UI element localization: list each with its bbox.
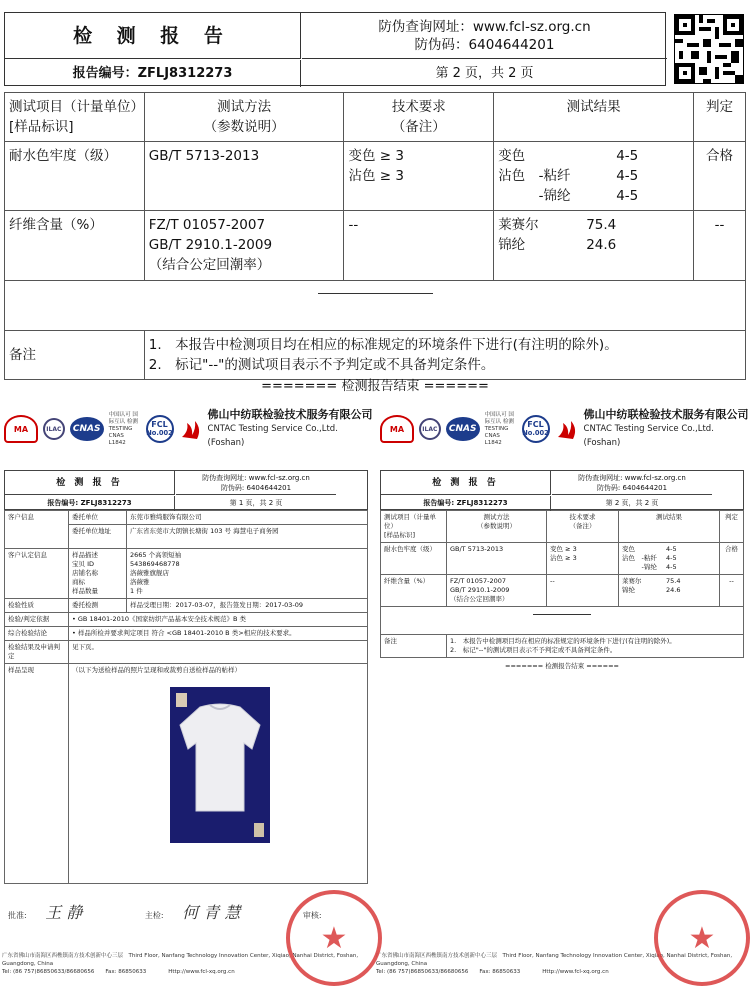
fcl-logo-text: FCL — [151, 420, 168, 429]
table-row — [5, 511, 368, 525]
result-line — [622, 586, 716, 595]
row1-judge: 合格 — [694, 142, 746, 211]
header-method-label: 测试方法 — [217, 99, 272, 115]
result-line — [498, 215, 689, 235]
fcl-logo-icon — [522, 415, 550, 443]
result-value: 4-5 — [616, 188, 639, 204]
result-key: 莱赛尔 — [498, 217, 539, 233]
client-unit: 东莞市雅绮服饰有限公司 — [127, 511, 368, 525]
brand: 洛薇雅 — [130, 578, 150, 586]
cnas-logo-icon — [70, 417, 104, 441]
mini-header-result: 测试结果 — [619, 511, 720, 543]
client-addr-label: 委托单位地址 — [69, 525, 127, 549]
result-key: -锦纶 — [498, 188, 571, 204]
mini-antifake-site: 防伪查询网址: www.fcl-sz.org.cn — [578, 474, 686, 482]
mini-report-number: 报告编号: ZFLJ8312273 — [381, 496, 551, 511]
approve-signature: 王 静 — [45, 903, 83, 922]
client-unit-label: 委托单位 — [69, 511, 127, 525]
result-key: 沾色 -粘纤 — [498, 168, 571, 184]
company-name — [584, 408, 750, 450]
result-line — [622, 577, 716, 586]
table-row — [5, 211, 746, 281]
mini-header-req: 技术要求 — [569, 513, 596, 521]
mini-row2-method3: （结合公定回潮率） — [450, 595, 509, 603]
footer-address: 广东省佛山市南海区西樵镇南方技术创新中心三层 Third Floor, Nanfang Technology Innovation Center, Xiqiao, Nanhai District, Foshan, Guangdong, China — [376, 953, 733, 967]
header-judge: 判定 — [694, 93, 746, 142]
header-item — [5, 93, 145, 142]
footer-address: 广东省佛山市南海区西樵镇南方技术创新中心三层 Third Floor, Nanfang Technology Innovation Center, Xiqiao, Nanhai District, Foshan, Guangdong, China — [2, 953, 359, 967]
ilac-logo-icon — [419, 418, 441, 440]
result-key: -锦纶 — [622, 563, 657, 571]
row2-item: 纤维含量（%） — [5, 211, 145, 281]
header-req-label: 技术要求 — [391, 99, 446, 115]
mini-row1-req1: 变色 ≥ 3 — [550, 545, 577, 553]
footer-contact: Tel: (86 757)86850633/86680656 Fax: 86850633 Http://www.fcl-xq.org.cn — [376, 969, 609, 975]
remark-text — [144, 331, 745, 380]
mini-antifake — [176, 471, 336, 495]
result-key: 变色 — [498, 148, 526, 164]
results-table — [4, 92, 746, 380]
brand-label: 商标 — [72, 578, 85, 586]
mini-remark-label: 检验结果及申请判定 — [5, 641, 69, 664]
qty-label: 样品数量 — [72, 587, 98, 595]
result-value: 4-5 — [616, 168, 639, 184]
mini-title: 检 测 报 告 — [381, 471, 551, 495]
signature-row — [8, 900, 322, 923]
result-value: 24.6 — [666, 586, 681, 594]
mini-row1-req2: 沾色 ≥ 3 — [550, 554, 577, 562]
result-key: 沾色 -粘纤 — [622, 554, 657, 562]
basis: • GB 18401-2010《国家纺织产品基本安全技术规范》B 类 — [69, 613, 368, 627]
remark-label: 备注 — [5, 331, 145, 380]
result-line — [498, 235, 689, 255]
result-value: 4-5 — [616, 148, 639, 164]
header-req — [344, 93, 494, 142]
mini-page-info: 第 1 页，共 2 页 — [229, 499, 283, 507]
mini-row1-method: GB/T 5713-2013 — [447, 543, 547, 575]
main-label: 主检: — [144, 911, 164, 920]
table-row — [5, 627, 368, 641]
result-value: 4-5 — [666, 545, 677, 553]
flame-logo-icon — [179, 416, 203, 442]
sample-desc-label: 样品描述 — [72, 551, 98, 559]
sample-id: 543869468778 — [130, 560, 180, 568]
cma-logo-text: MA — [13, 424, 29, 434]
result-value: 24.6 — [586, 237, 617, 253]
conclusion-label: 综合检验结论 — [5, 627, 69, 641]
photo-caption: （以下为送检样品的照片呈现和或裁剪自送检样品的帖样） — [69, 664, 368, 884]
cnas-logo-text: CNAS — [448, 424, 477, 434]
mini-row2-method1: FZ/T 01057-2007 — [450, 577, 506, 585]
sample-label: 客户认定信息 — [5, 549, 69, 599]
mini-header-method-sub: （参数说明） — [477, 522, 516, 530]
qr-pattern — [675, 15, 743, 83]
cnas-caption: 中国认可 国际互认 检测 TESTING CNAS L1842 — [484, 411, 514, 446]
result-key: 莱赛尔 — [622, 577, 642, 585]
cma-logo-icon — [4, 415, 38, 443]
blank-row — [381, 607, 744, 635]
tshirt-icon — [178, 699, 262, 817]
row2-req: -- — [344, 211, 494, 281]
main-signature: 何 青 慧 — [182, 903, 241, 922]
row2-method1: FZ/T 01057-2007 — [148, 217, 266, 233]
ilac-logo-text: ILAC — [422, 425, 438, 433]
row2-method — [144, 211, 344, 281]
blank-row — [5, 281, 746, 331]
divider — [533, 614, 591, 615]
antifake-site: 防伪查询网址：www.fcl-sz.org.cn — [378, 19, 591, 35]
row2-method2: GB/T 2910.1-2009 — [148, 237, 273, 253]
report-title: 检 测 报 告 — [5, 13, 301, 59]
table-header-row — [381, 511, 744, 543]
header-method-sub: （参数说明） — [203, 119, 285, 135]
client-label: 客户信息 — [5, 511, 69, 549]
remark-row — [381, 635, 744, 658]
row2-judge: -- — [694, 211, 746, 281]
cnas-caption: 中国认可 国际互认 检测 TESTING CNAS L1842 — [108, 411, 138, 446]
mini-remark-line-2: 2. 标记"--"的测试项目表示不予判定或不具备判定条件。 — [450, 646, 617, 654]
mini-row1-judge: 合格 — [720, 543, 744, 575]
table-row — [5, 599, 368, 613]
row1-req2: 沾色 ≥ 3 — [348, 168, 404, 184]
approve-label: 批准: — [8, 911, 27, 920]
mini-row2-method2: GB/T 2910.1-2009 — [450, 586, 510, 594]
mini-report-number: 报告编号: ZFLJ8312273 — [5, 496, 175, 511]
company-name-cn: 佛山中纺联检验技术服务有限公司 — [207, 408, 373, 421]
footer-contact: Tel: (86 757)86850633/86680656 Fax: 86850633 Http://www.fcl-xq.org.cn — [2, 969, 235, 975]
row1-req — [344, 142, 494, 211]
mini-antifake-site: 防伪查询网址: www.fcl-sz.org.cn — [202, 474, 310, 482]
row1-results — [494, 142, 694, 211]
row1-item: 耐水色牢度（级） — [5, 142, 145, 211]
row2-method3: （结合公定回潮率） — [148, 257, 271, 273]
fcl-logo-no: No.002 — [522, 429, 549, 437]
result-key: 锦纶 — [622, 586, 635, 594]
mini-antifake-code: 防伪码: 6404644201 — [596, 484, 668, 492]
mini-row2-judge: -- — [720, 575, 744, 607]
client-addr: 广东省东莞市大朗镇长塘街 103 号 海慧电子商务园 — [127, 525, 368, 549]
mini-header-req-sub: （备注） — [569, 522, 596, 530]
logo-strip-right — [380, 408, 750, 448]
mini-header — [4, 470, 368, 510]
mini-results-table — [380, 510, 744, 658]
basis-label: 检验/判定依据 — [5, 613, 69, 627]
cma-logo-icon — [380, 415, 414, 443]
company-seal-icon: ★ — [654, 890, 750, 986]
table-row — [5, 613, 368, 627]
header-method — [144, 93, 344, 142]
nature-label: 检验性质 — [5, 599, 69, 613]
header-req-sub: （备注） — [391, 119, 446, 135]
cnas-logo-icon — [446, 417, 480, 441]
ilac-logo-text: ILAC — [46, 425, 62, 433]
mini-header — [380, 470, 744, 510]
company-name-cn: 佛山中纺联检验技术服务有限公司 — [583, 408, 749, 421]
result-line — [622, 554, 716, 563]
cnas-logo-text: CNAS — [72, 424, 101, 434]
remark-line-1: 1. 本报告中检测项目均在相应的标准规定的环境条件下进行(有注明的除外)。 — [148, 337, 618, 353]
header-item-sub: [样品标识] — [9, 119, 74, 135]
antifake-info — [302, 13, 667, 59]
mini-header-method: 测试方法 — [483, 513, 510, 521]
table-row — [5, 641, 368, 664]
mini-header-judge: 判定 — [720, 511, 744, 543]
result-value: 75.4 — [666, 577, 681, 585]
ilac-logo-icon — [43, 418, 65, 440]
sample-values — [127, 549, 368, 599]
flame-logo-icon — [555, 416, 579, 442]
remark-line-2: 2. 标记"--"的测试项目表示不予判定或不具备判定条件。 — [148, 357, 495, 373]
fcl-logo-text: FCL — [527, 420, 544, 429]
result-value: 4-5 — [666, 554, 677, 562]
result-line — [498, 186, 689, 206]
sample-photo — [170, 687, 270, 843]
remark-row — [5, 331, 746, 380]
result-value: 4-5 — [666, 563, 677, 571]
mini-antifake-code: 防伪码: 6404644201 — [220, 484, 292, 492]
conclusion: • 样品所检并要求判定项目 符合 <GB 18401-2010 B 类>相应的技术要求。 — [69, 627, 368, 641]
table-row — [5, 549, 368, 599]
header-result: 测试结果 — [494, 93, 694, 142]
fcl-logo-icon — [146, 415, 174, 443]
photo-label: 样品呈现 — [5, 664, 69, 884]
mini-remark-label: 备注 — [381, 635, 447, 658]
mini-header-item: 测试项目（计量单位） — [384, 513, 436, 530]
qr-code-icon — [674, 14, 744, 84]
result-line — [498, 166, 689, 186]
antifake-code: 防伪码：6404644201 — [414, 37, 555, 53]
qty: 1 件 — [130, 587, 143, 595]
tag-icon — [254, 823, 264, 837]
result-line — [498, 146, 689, 166]
mini-header-item-sub: [样品标识] — [384, 531, 416, 539]
result-value: 75.4 — [586, 217, 617, 233]
mini-row2-item: 纤维含量（%） — [381, 575, 447, 607]
mini-title: 检 测 报 告 — [5, 471, 175, 495]
table-row — [381, 575, 744, 607]
mini-row1-item: 耐水色牢度（级） — [381, 543, 447, 575]
nature: 委托检测 — [69, 599, 127, 613]
mini-page-info: 第 2 页，共 2 页 — [605, 499, 659, 507]
result-line — [622, 563, 716, 572]
mini-antifake — [552, 471, 712, 495]
header-item-label: 测试项目（计量单位） — [9, 99, 144, 115]
blank-cell — [5, 281, 746, 331]
result-key: 锦纶 — [498, 237, 526, 253]
divider — [318, 293, 433, 294]
row1-method: GB/T 5713-2013 — [144, 142, 344, 211]
cma-logo-text: MA — [389, 424, 405, 434]
mini-report-page2 — [380, 470, 744, 670]
sample-keys — [69, 549, 127, 599]
report-number: 报告编号：ZFLJ8312273 — [5, 60, 301, 87]
shop: 洛薇雅旗舰店 — [130, 569, 169, 577]
sample-id-label: 宝贝 ID — [72, 560, 94, 568]
page-info: 第 2 页，共 2 页 — [435, 66, 534, 81]
company-name-en: CNTAC Testing Service Co.,Ltd.(Foshan) — [207, 424, 338, 448]
mini-remark-line-1: 1. 本报告中检测项目均在相应的标准规定的环境条件下进行(有注明的除外)。 — [450, 637, 676, 645]
fcl-logo-no: No.002 — [146, 429, 173, 437]
dates: 样品受理日期：2017-03-07，报告签发日期：2017-03-09 — [127, 599, 368, 613]
mini-end-line: ======= 检测报告结束 ====== — [505, 662, 619, 670]
company-name-en: CNTAC Testing Service Co.,Ltd.(Foshan) — [583, 424, 714, 448]
mini-remark: 见下页。 — [69, 641, 368, 664]
table-row — [5, 142, 746, 211]
company-seal-icon: ★ — [286, 890, 382, 986]
check-label: 审核: — [302, 911, 322, 920]
shop-label: 店铺名称 — [72, 569, 98, 577]
table-header-row — [5, 93, 746, 142]
mini-row2-req: -- — [547, 575, 619, 607]
company-name — [208, 408, 375, 450]
logo-strip-left — [4, 408, 374, 448]
sample-desc: 2665 个高领短袖 — [130, 551, 182, 559]
result-line — [622, 545, 716, 554]
report-end-line: ======= 检测报告结束 ====== — [261, 379, 489, 394]
row1-req1: 变色 ≥ 3 — [348, 148, 404, 164]
result-key: 变色 — [622, 545, 635, 553]
row2-results — [494, 211, 694, 281]
table-row — [381, 543, 744, 575]
report-header — [4, 12, 666, 86]
